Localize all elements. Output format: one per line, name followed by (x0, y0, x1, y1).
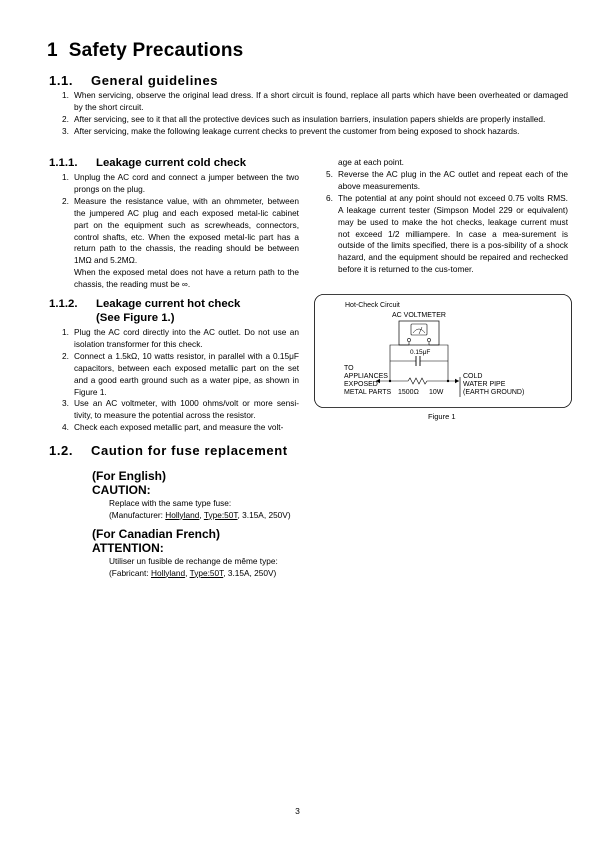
circuit-title: Hot-Check Circuit (345, 302, 400, 309)
hot-check-list (62, 327, 299, 434)
right-column-continuation: age at each point. (338, 157, 404, 167)
ground-label-line: (EARTH GROUND) (463, 389, 525, 396)
fuse-spec: (Manufacturer: Hollyland, Type:50T, 3.15A, 250V) (109, 509, 291, 520)
title-number: 1 (47, 40, 58, 61)
section-1-1-heading: 1.1. General guidelines (49, 73, 219, 88)
english-label: (For English) (92, 469, 166, 483)
list-item: 2. Measure the resistance value, with an ohmmeter, between the jumpered AC plug and each exposed metal-lic cabinet part on the equipment such as screwheads, connectors, control shafts, etc. When the exposed metal-lic part has a return path to the chassis, the reading should be between 1MΩ and 5.2MΩ. (62, 195, 299, 266)
list-item: 2. Connect a 1.5kΩ, 10 watts resistor, in parallel with a 0.15μF capacitors, between each exposed metallic part on the set and a good earth ground such as a water pipe, as shown in Figure 1. (62, 350, 299, 397)
voltmeter-terminal (427, 338, 430, 341)
ground-label-line: WATER PIPE (463, 381, 506, 388)
list-item: 3. Use an AC voltmeter, with 1000 ohms/volt or more sensi-tivity, to measure the potential across the resistor. (62, 398, 299, 421)
list-item: 1. Plug the AC cord directly into the AC outlet. Do not use an isolation transformer for this check. (62, 327, 299, 349)
list-item: 6. The potential at any point should not exceed 0.75 volts RMS. A leakage current tester (Simpson Model 229 or equivalent) may be used to make the hot checks, leakage current must not exceed 1/2 milliampere. In case a mea-surement is outside of the limits specified, there is a pos-sibility of a shock hazard, and the equipment should be repaired and rechecked before it is returned to the cus-tomer. (326, 192, 568, 275)
section-1-2-heading: 1.2. Caution for fuse replacement (49, 443, 288, 458)
resistor-label: 1500Ω (398, 389, 419, 396)
section-1-1-1-heading: 1.1.1. Leakage current cold check (49, 157, 247, 169)
section-1-1-2-subheading: (See Figure 1.) (96, 312, 175, 324)
list-item: 1. Unplug the AC cord and connect a jumper between the two prongs on the plug. (62, 172, 299, 194)
fuse-instruction: Replace with the same type fuse: (109, 498, 232, 508)
attention-label: ATTENTION: (92, 541, 164, 555)
list-item: 5. Reverse the AC plug in the AC outlet and repeat each of the above measurements. (326, 169, 568, 191)
voltmeter-terminal (407, 338, 410, 341)
page-title (47, 40, 243, 62)
fuse-english-block (92, 469, 291, 521)
appliance-label-line: TO (344, 365, 354, 372)
cold-check-list (62, 172, 299, 267)
voltmeter-dial (411, 324, 427, 335)
figure-caption: Figure 1 (428, 412, 456, 421)
hot-check-circuit-figure (314, 294, 572, 408)
list-item: 2. After servicing, see to it that all the protective devices such as insulation barriers, insulation papers shields are properly installed. (62, 113, 546, 124)
list-item: 1. When servicing, observe the original lead dress. If a short circuit is found, replace all parts which have been overheated or damaged by the short circuit. (62, 90, 568, 112)
cold-check-note: When the exposed metal does not have a return path to the chassis, the reading must be ∞. (74, 267, 299, 289)
caution-label: CAUTION: (92, 483, 151, 497)
ground-label-line: COLD (463, 373, 483, 380)
fuse-type: Type:50T (189, 567, 224, 578)
hot-check-list-continued (326, 169, 568, 276)
wattage-label: 10W (429, 389, 444, 396)
list-item: 4. Check each exposed metallic part, and measure the volt- (62, 422, 284, 433)
french-label: (For Canadian French) (92, 527, 221, 541)
arrow-right-icon (455, 379, 459, 383)
voltmeter-needle (419, 327, 422, 334)
title-text: Safety Precautions (68, 40, 244, 61)
resistor-symbol (376, 378, 459, 384)
capacitor-label: 0.15μF (410, 349, 431, 356)
manufacturer-name: Hollyland (165, 509, 200, 520)
fuse-french-block (92, 527, 278, 579)
general-guidelines-list (62, 90, 568, 138)
fuse-instruction: Utiliser un fusible de rechange de même type: (109, 556, 278, 566)
page-number: 3 (295, 806, 300, 816)
appliance-label-line: EXPOSED (344, 381, 378, 388)
list-item: 3. After servicing, make the following leakage current checks to prevent the customer from being exposed to shock hazards. (62, 125, 520, 136)
fuse-spec: (Fabricant: Hollyland, Type:50T, 3.15A, 250V) (109, 567, 277, 578)
voltmeter-label: AC VOLTMETER (392, 312, 446, 319)
manufacturer-name: Hollyland (150, 567, 186, 578)
voltmeter-box (399, 321, 439, 345)
appliance-label-line: METAL PARTS (344, 389, 392, 396)
section-1-1-2-heading: 1.1.2. Leakage current hot check (49, 298, 241, 310)
appliance-label-line: APPLIANCES (344, 373, 388, 380)
fuse-type: Type:50T (203, 509, 238, 520)
